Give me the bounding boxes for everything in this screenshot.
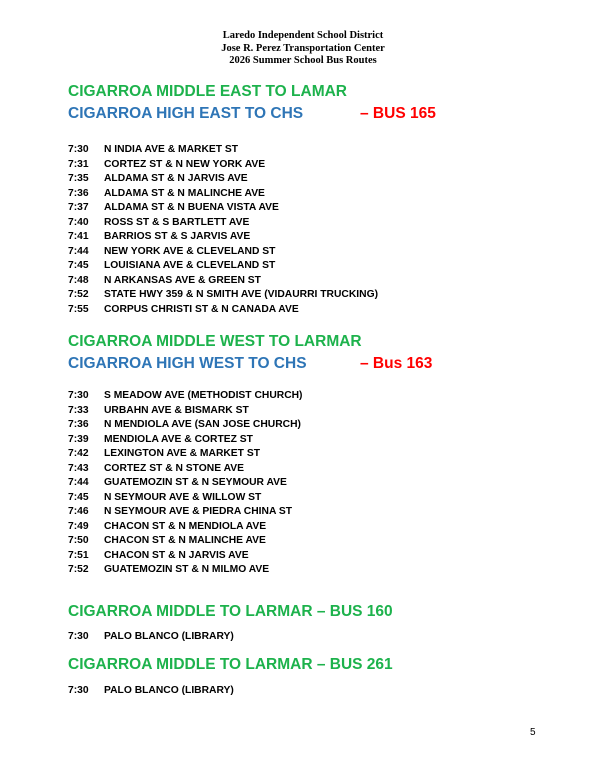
stop-location: PALO BLANCO (LIBRARY) bbox=[104, 685, 234, 696]
stop-time: 7:52 bbox=[68, 289, 89, 300]
stop-time: 7:36 bbox=[68, 187, 89, 199]
section1-bus-number: – BUS 165 bbox=[360, 105, 436, 122]
stop-time: 7:52 bbox=[68, 564, 89, 575]
stop-time: 7:30 bbox=[68, 685, 89, 696]
section2-bus-number: – Bus 163 bbox=[360, 355, 433, 372]
stop-location: N SEYMOUR AVE & WILLOW ST bbox=[104, 491, 262, 503]
page-number: 5 bbox=[530, 727, 536, 738]
stop-time: 7:39 bbox=[68, 433, 89, 445]
stop-time: 7:43 bbox=[68, 462, 89, 474]
stop-time: 7:35 bbox=[68, 173, 89, 184]
section3-title: CIGARROA MIDDLE TO LARMAR – BUS 160 bbox=[68, 603, 393, 620]
stop-location: N INDIA AVE & MARKET ST bbox=[104, 144, 239, 155]
stop-time: 7:30 bbox=[68, 144, 89, 155]
stop-time: 7:50 bbox=[68, 535, 89, 546]
stop-location: PALO BLANCO (LIBRARY) bbox=[104, 631, 234, 642]
stop-time: 7:51 bbox=[68, 549, 89, 561]
section2-title-high: CIGARROA HIGH WEST TO CHS bbox=[68, 355, 307, 372]
section1-title-middle: CIGARROA MIDDLE EAST TO LAMAR bbox=[68, 83, 347, 100]
section1-title-high: CIGARROA HIGH EAST TO CHS bbox=[68, 105, 304, 122]
stop-location: LOUISIANA AVE & CLEVELAND ST bbox=[104, 260, 276, 271]
stop-location: GUATEMOZIN ST & N SEYMOUR AVE bbox=[104, 477, 287, 488]
stop-time: 7:46 bbox=[68, 506, 89, 517]
stop-time: 7:37 bbox=[68, 202, 89, 213]
transportation-center: Jose R. Perez Transportation Center bbox=[221, 42, 385, 54]
stop-location: NEW YORK AVE & CLEVELAND ST bbox=[104, 245, 276, 257]
stop-location: ROSS ST & S BARTLETT AVE bbox=[104, 216, 250, 228]
stop-time: 7:44 bbox=[68, 245, 89, 257]
stop-location: CHACON ST & N MENDIOLA AVE bbox=[104, 520, 267, 532]
stop-location: ALDAMA ST & N MALINCHE AVE bbox=[104, 187, 265, 199]
stop-time: 7:40 bbox=[68, 216, 89, 228]
stop-location: ALDAMA ST & N BUENA VISTA AVE bbox=[104, 202, 279, 213]
district-name: Laredo Independent School District bbox=[222, 30, 384, 41]
stop-location: LEXINGTON AVE & MARKET ST bbox=[104, 448, 260, 459]
stop-time: 7:30 bbox=[68, 390, 89, 401]
stop-location: CORPUS CHRISTI ST & N CANADA AVE bbox=[104, 303, 299, 315]
stop-location: S MEADOW AVE (METHODIST CHURCH) bbox=[104, 390, 303, 401]
stop-location: ALDAMA ST & N JARVIS AVE bbox=[104, 173, 248, 184]
stop-time: 7:55 bbox=[68, 303, 89, 315]
stop-time: 7:44 bbox=[68, 477, 89, 488]
stop-time: 7:45 bbox=[68, 491, 89, 503]
document-header bbox=[0, 30, 606, 68]
section2-title-middle: CIGARROA MIDDLE WEST TO LARMAR bbox=[68, 333, 362, 350]
document-subtitle: 2026 Summer School Bus Routes bbox=[229, 55, 377, 66]
stop-time: 7:30 bbox=[68, 631, 89, 642]
stop-time: 7:36 bbox=[68, 419, 89, 430]
stop-location: CHACON ST & N JARVIS AVE bbox=[104, 549, 249, 561]
stop-time: 7:31 bbox=[68, 158, 89, 170]
stop-location: CORTEZ ST & N STONE AVE bbox=[104, 462, 244, 474]
section4-title: CIGARROA MIDDLE TO LARMAR – BUS 261 bbox=[68, 656, 393, 673]
stop-location: N SEYMOUR AVE & PIEDRA CHINA ST bbox=[104, 506, 293, 517]
stop-location: N MENDIOLA AVE (SAN JOSE CHURCH) bbox=[104, 419, 301, 430]
stop-location: N ARKANSAS AVE & GREEN ST bbox=[104, 274, 261, 286]
stop-location: BARRIOS ST & S JARVIS AVE bbox=[104, 231, 251, 242]
stop-time: 7:33 bbox=[68, 404, 89, 416]
stop-location: MENDIOLA AVE & CORTEZ ST bbox=[104, 433, 253, 445]
stop-time: 7:45 bbox=[68, 260, 89, 271]
stop-location: CORTEZ ST & N NEW YORK AVE bbox=[104, 158, 266, 170]
stop-location: STATE HWY 359 & N SMITH AVE (VIDAURRI TRUCKING) bbox=[104, 289, 379, 300]
stop-time: 7:49 bbox=[68, 520, 89, 532]
stop-time: 7:42 bbox=[68, 448, 89, 459]
stop-time: 7:48 bbox=[68, 274, 89, 286]
stop-location: GUATEMOZIN ST & N MILMO AVE bbox=[104, 564, 270, 575]
stop-time: 7:41 bbox=[68, 231, 89, 242]
stop-location: URBAHN AVE & BISMARK ST bbox=[104, 404, 249, 416]
stop-location: CHACON ST & N MALINCHE AVE bbox=[104, 535, 266, 546]
